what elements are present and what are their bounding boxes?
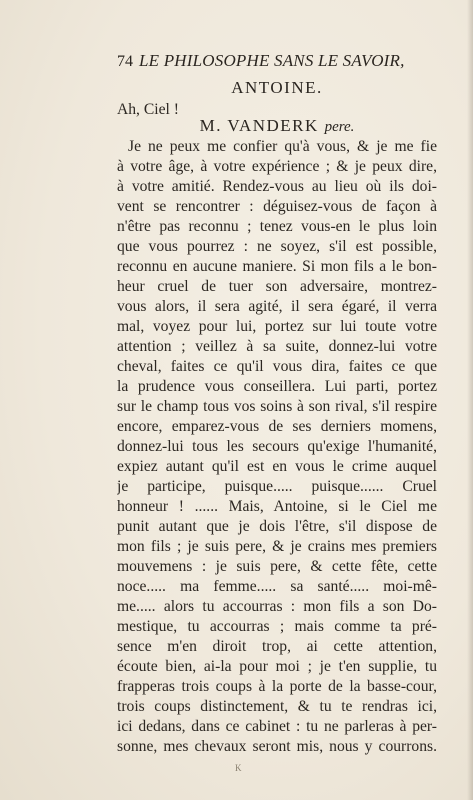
text-line: punit autant que je dois l'être, s'il dispose de <box>117 518 437 535</box>
text-line: honneur ! ...... Mais, Antoine, si le Ciel me <box>117 498 437 515</box>
text-line: à votre âge, à votre expérience ; & je peux dire, <box>117 158 437 175</box>
text-line: écoute bien, ai-la pour moi ; je t'en supplie, tu <box>117 658 437 675</box>
text-line: sence m'en diroit trop, ai cette attention, <box>117 638 437 655</box>
speaker-heading-vanderk <box>117 116 437 136</box>
text-line: Je ne peux me confier qu'à vous, & je me fie <box>128 138 437 155</box>
text-line: mon fils ; je suis pere, & je crains mes premiers <box>117 538 437 555</box>
speaker-name: M. VANDERK <box>199 116 319 135</box>
text-line: mestique, tu accourras ; mais comme ta pré- <box>117 618 437 635</box>
text-line: n'être pas reconnu ; tenez vous-en le plus loin <box>117 218 437 235</box>
text-line: attention ; veillez à sa suite, donnez-lui votre <box>117 338 437 355</box>
text-line: cheval, faites ce qu'il vous dira, faites ce que <box>117 358 437 375</box>
text-line: sonne, mes chevaux seront mis, nous y courrons. <box>117 738 437 755</box>
text-line: heur cruel de tuer son adversaire, montrez- <box>117 278 437 295</box>
speaker-heading-antoine: ANTOINE. <box>231 78 323 97</box>
text-line: à votre amitié. Rendez-vous au lieu où ils doi- <box>117 178 437 195</box>
text-line: mal, voyez pour lui, portez sur lui toute votre <box>117 318 437 335</box>
text-line: me..... alors tu accourras : mon fils a son Do- <box>117 598 437 615</box>
text-line: ici dedans, dans ce cabinet : tu ne parleras à per- <box>117 718 437 735</box>
running-head-title: LE PHILOSOPHE SANS LE SAVOIR, <box>139 51 405 70</box>
text-line: encore, emparez-vous de ses derniers momens, <box>117 418 437 435</box>
running-head <box>117 51 427 73</box>
text-line: la prudence vous conseillera. Lui parti, portez <box>117 378 437 395</box>
text-line: trois coups distinctement, & tu te rendras ici, <box>117 698 437 715</box>
text-line: vent se rencontrer : déguisez-vous de façon à <box>117 198 437 215</box>
text-line: donnez-lui tous les secours qu'exige l'humanité, <box>117 438 437 455</box>
page-number: 74 <box>117 53 133 70</box>
text-line: que vous pourrez : ne soyez, s'il est possible, <box>117 238 437 255</box>
text-line: frapperas trois coups à la porte de la basse-cour, <box>117 678 437 695</box>
text-line: reconnu en aucune maniere. Si mon fils a le bon- <box>117 258 437 275</box>
dialogue-line-antoine: Ah, Ciel ! <box>117 101 179 118</box>
text-line: je participe, puisque..... puisque...... Cruel <box>117 478 437 495</box>
text-line: noce..... ma femme..... sa santé..... moi-mê- <box>117 578 437 595</box>
signature-mark: K <box>235 763 242 773</box>
text-line: sur le champ tous vos soins à son rival, s'il respire <box>117 398 437 415</box>
text-line: vous alors, il sera agité, il sera égaré, il verra <box>117 298 437 315</box>
text-line: mouvemens : je suis pere, & cette fête, cette <box>117 558 437 575</box>
speaker-role: pere. <box>324 119 355 135</box>
text-line: expiez autant qu'il est en vous le crime auquel <box>117 458 437 475</box>
